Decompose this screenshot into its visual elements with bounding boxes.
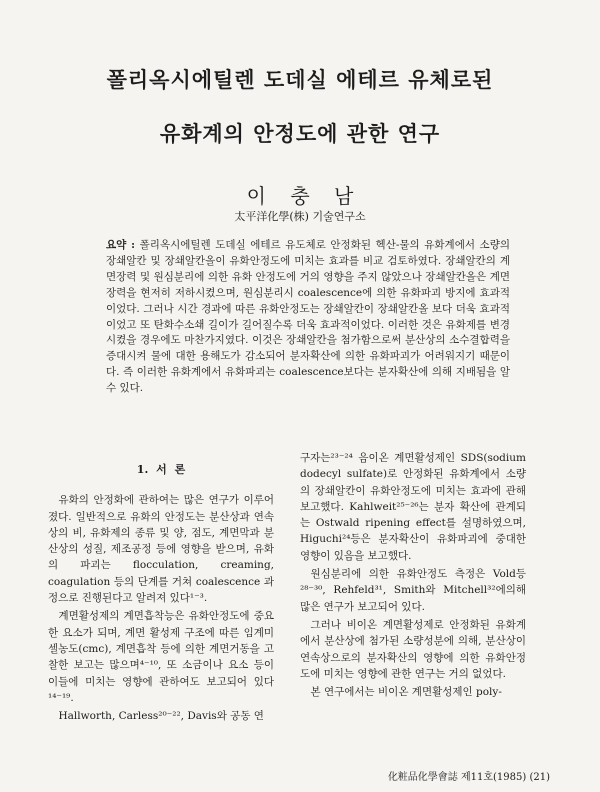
title-line-2: 유화계의 안정도에 관한 연구 (159, 121, 441, 146)
right-column (300, 450, 526, 702)
abstract-label: 요약 : (106, 239, 136, 251)
author-affiliation: 太平洋化學(株) 기술연구소 (234, 210, 366, 223)
body-paragraph: 계면활성제의 계면흡착능은 유화안정도에 중요한 요소가 되며, 계면 활성제 구조에 따른 임계미셀농도(cmc), 계면흡착 등에 의한 계면거동을 고찰한 보고는 많으며⁴⁻¹⁰, 또 소금이나 요소 등이 이들에 미치는 영향에 관하여도 보고되어 있다¹⁴⁻¹⁹. (48, 610, 274, 704)
body-paragraph: 원심분리에 의한 유화안정도 측정은 Vold등²⁸⁻³⁰, Rehfeld³¹, Smith와 Mitchell³²에의해 많은 연구가 보고되어 있다. (300, 568, 526, 613)
body-paragraph: Hallworth, Carless²⁰⁻²², Davis와 공동 연 (58, 710, 264, 723)
abstract (106, 238, 510, 397)
left-column (48, 462, 274, 726)
body-paragraph: 그러나 비이온 계면활성제로 안정화된 유화계에서 분산상에 첨가된 소량성분에 의해, 분산상이 연속상으로의 분자확산의 영향에 의한 유화안정도에 미치는 영향에 관한 연구는 거의 없었다. (300, 618, 526, 680)
body-paragraph: 구자는²³⁻²⁴ 음이온 계면활성제인 SDS(sodium dodecyl sulfate)로 안정화된 유화계에서 소량의 장쇄알칸이 유화안정도에 미치는 효과에 관해 보고했다. Kahlweit²⁵⁻²⁶는 분자 확산에 관계되는 Ostwald ripening effect를 설명하였으며, Higuchi²⁴등은 분자확산이 유화파괴에 중대한 영향이 있음을 보고했다. (300, 452, 526, 562)
author-name: 이 충 남 (246, 184, 354, 208)
body-paragraph: 본 연구에서는 비이온 계면활성제인 poly- (310, 686, 502, 699)
title-line-1: 폴리옥시에틸렌 도데실 에테르 유체로된 (106, 67, 494, 92)
body-paragraph: 유화의 안정화에 관하여는 많은 연구가 이루어졌다. 일반적으로 유화의 안정도는 분산상과 연속상의 비, 유화제의 종류 및 양, 점도, 계면막과 분산상의 성질, 제조공정 등에 영향을 받으며, 유화의 파괴는 flocculation, creaming, coagulation 등의 단계를 거쳐 coalescence 과정으로 진행된다고 알려져 있다¹⁻³. (48, 494, 274, 605)
abstract-text: 폴리옥시에틸렌 도데실 에테르 유도체로 안정화된 헥산-물의 유화계에서 소량의 장쇄알칸 및 장쇄알칸올이 유화안정도에 미치는 효과를 비교 검토하였다. 장쇄알칸의 계면장력 및 원심분리에 의한 유화 안정도에 거의 영향을 주지 않았으나 장쇄알칸올은 계면장력을 현저히 저하시켰으며, 원심분리시 coalescence에 의한 유화파괴 방지에 효과적이었다. 그러나 시간 경과에 따른 유화안정도는 장쇄알칸이 장쇄알칸올 보다 더욱 효과적이었고 또 탄화수소쇄 길이가 길어질수록 더욱 효과적이었다. 이러한 것은 유화제를 변경시켰을 경우에도 마찬가지였다. 이것은 장쇄알칸을 첨가함으로써 분산상의 소수결합력을 증대시켜 물에 대한 용해도가 감소되어 분자확산에 의한 유화파괴가 어려워지기 때문이다. 즉 이러한 유화계에서 유화파괴는 coalescence보다는 분자확산에 의해 지배됨을 알 수 있다. (106, 239, 510, 395)
section-heading: 1. 서 론 (136, 463, 186, 476)
page-footer: 化粧品化學會誌 제11호(1985) (21) (387, 772, 550, 783)
